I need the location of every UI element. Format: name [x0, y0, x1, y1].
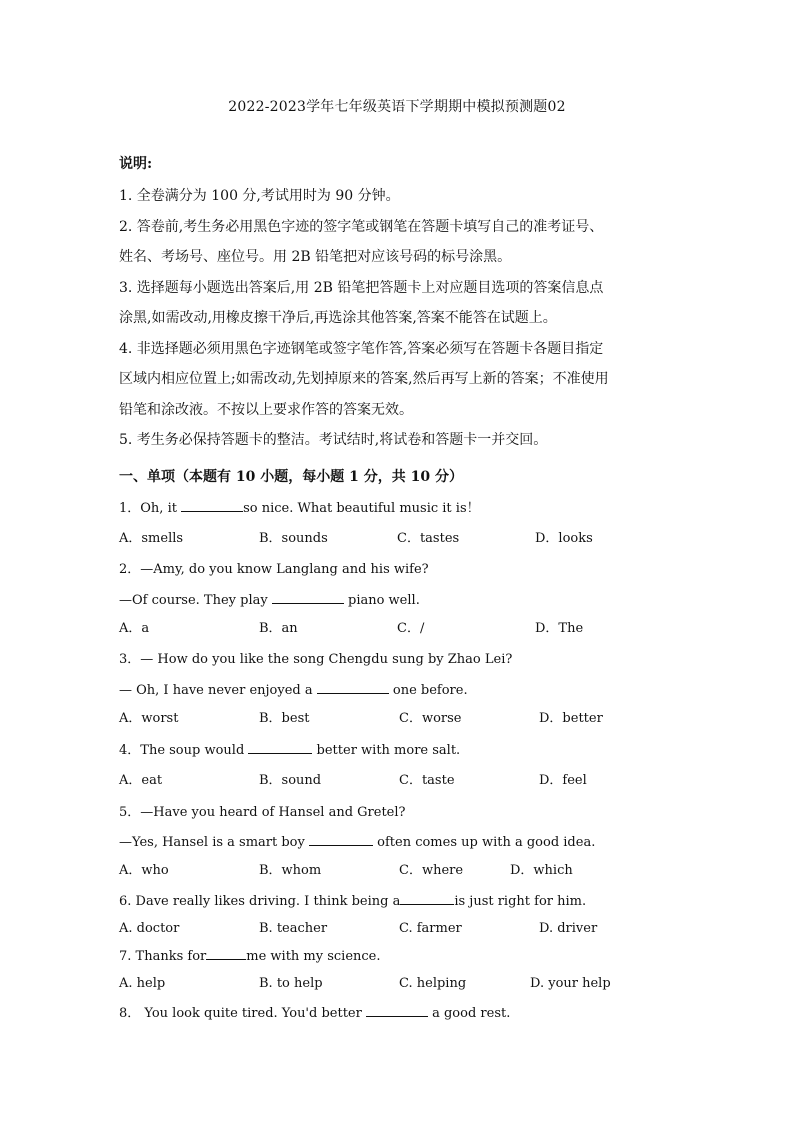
option-b: B．best — [259, 711, 310, 726]
question-2: 2．—Amy, do you know Langlang and his wife? — [119, 562, 429, 577]
question-5-line: —Yes, Hansel is a smart boy often comes up with a good idea. — [119, 835, 596, 850]
answer-blank — [206, 947, 246, 960]
option-d: D．better — [539, 711, 603, 726]
option-a: A．smells — [119, 531, 184, 546]
option-c: C．tastes — [397, 531, 460, 546]
option-d: D．feel — [539, 773, 587, 788]
question-3-line: — Oh, I have never enjoyed a one before. — [119, 683, 468, 698]
question-4: 4．The soup would better with more salt. — [119, 743, 461, 758]
answer-blank — [366, 1004, 428, 1017]
question-8: 8． You look quite tired. You'd better a good rest. — [119, 1006, 511, 1021]
option-b: B．sounds — [259, 531, 328, 546]
option-a: A. help — [119, 976, 166, 991]
note-line: 区域内相应位置上;如需改动,先划掉原来的答案,然后再写上新的答案；不准使用 — [119, 371, 609, 387]
question-6: 6. Dave really likes driving. I think being a is just right for him. — [119, 894, 587, 909]
answer-blank — [248, 741, 312, 754]
option-b: B．whom — [259, 863, 322, 878]
answer-blank — [317, 681, 389, 694]
note-line: 2. 答卷前,考生务必用黑色字迹的签字笔或钢笔在答题卡填写自己的准考证号、 — [119, 218, 604, 235]
answer-blank — [309, 833, 373, 846]
question-2-line: —Of course. They play piano well. — [119, 593, 420, 608]
instructions — [119, 152, 679, 176]
option-d: D．looks — [535, 531, 593, 546]
option-b: B．an — [259, 621, 298, 636]
note-line: 姓名、考场号、座位号。用 2B 铅笔把对应该号码的标号涂黑。 — [119, 249, 512, 265]
option-d: D．which — [510, 863, 573, 878]
section-heading: 一、单项（本题有 10 小题，每小题 1 分，共 10 分） — [119, 469, 463, 485]
option-a: A．worst — [119, 711, 179, 726]
option-c: C. farmer — [399, 921, 462, 936]
option-d: D. driver — [539, 921, 598, 936]
page-title: 2022-2023学年七年级英语下学期期中模拟预测题02 — [228, 99, 566, 115]
note-line: 5. 考生务必保持答题卡的整洁。考试结时,将试卷和答题卡一并交回。 — [119, 432, 548, 448]
option-d: D. your help — [530, 976, 611, 991]
answer-blank — [272, 591, 344, 604]
question-7: 7. Thanks for me with my science. — [119, 949, 381, 964]
option-c: C．where — [399, 863, 464, 878]
option-a: A．eat — [119, 773, 163, 788]
option-a: A．a — [119, 621, 150, 636]
option-c: C. helping — [399, 976, 467, 991]
option-b: B. teacher — [259, 921, 328, 936]
answer-blank — [400, 892, 454, 905]
answer-blank — [181, 499, 243, 512]
note-line: 3. 选择题每小题选出答案后,用 2B 铅笔把答题卡上对应题目选项的答案信息点 — [119, 279, 604, 296]
option-a: A. doctor — [119, 921, 180, 936]
note-line: 铅笔和涂改液。不按以上要求作答的答案无效。 — [119, 401, 413, 418]
option-c: C．worse — [399, 711, 462, 726]
option-b: B. to help — [259, 976, 323, 991]
option-c: C．/ — [397, 621, 425, 636]
option-b: B．sound — [259, 773, 322, 788]
question-3: 3．— How do you like the song Chengdu sung by Zhao Lei? — [119, 652, 513, 667]
question-1: 1．Oh, it so nice. What beautiful music it is！ — [119, 501, 480, 516]
option-d: D．The — [535, 621, 584, 636]
option-c: C．taste — [399, 773, 455, 788]
note-line: 1. 全卷满分为 100 分,考试用时为 90 分钟。 — [119, 188, 400, 204]
notes-label: 说明: — [119, 156, 153, 172]
note-line: 涂黑,如需改动,用橡皮擦干净后,再选涂其他答案,答案不能答在试题上。 — [119, 310, 557, 326]
option-a: A．who — [119, 863, 169, 878]
notes-list — [119, 181, 679, 456]
question-5: 5．—Have you heard of Hansel and Gretel? — [119, 805, 406, 820]
note-line: 4. 非选择题必须用黑色字迹钢笔或签字笔作答,答案必须写在答题卡各题目指定 — [119, 340, 604, 357]
